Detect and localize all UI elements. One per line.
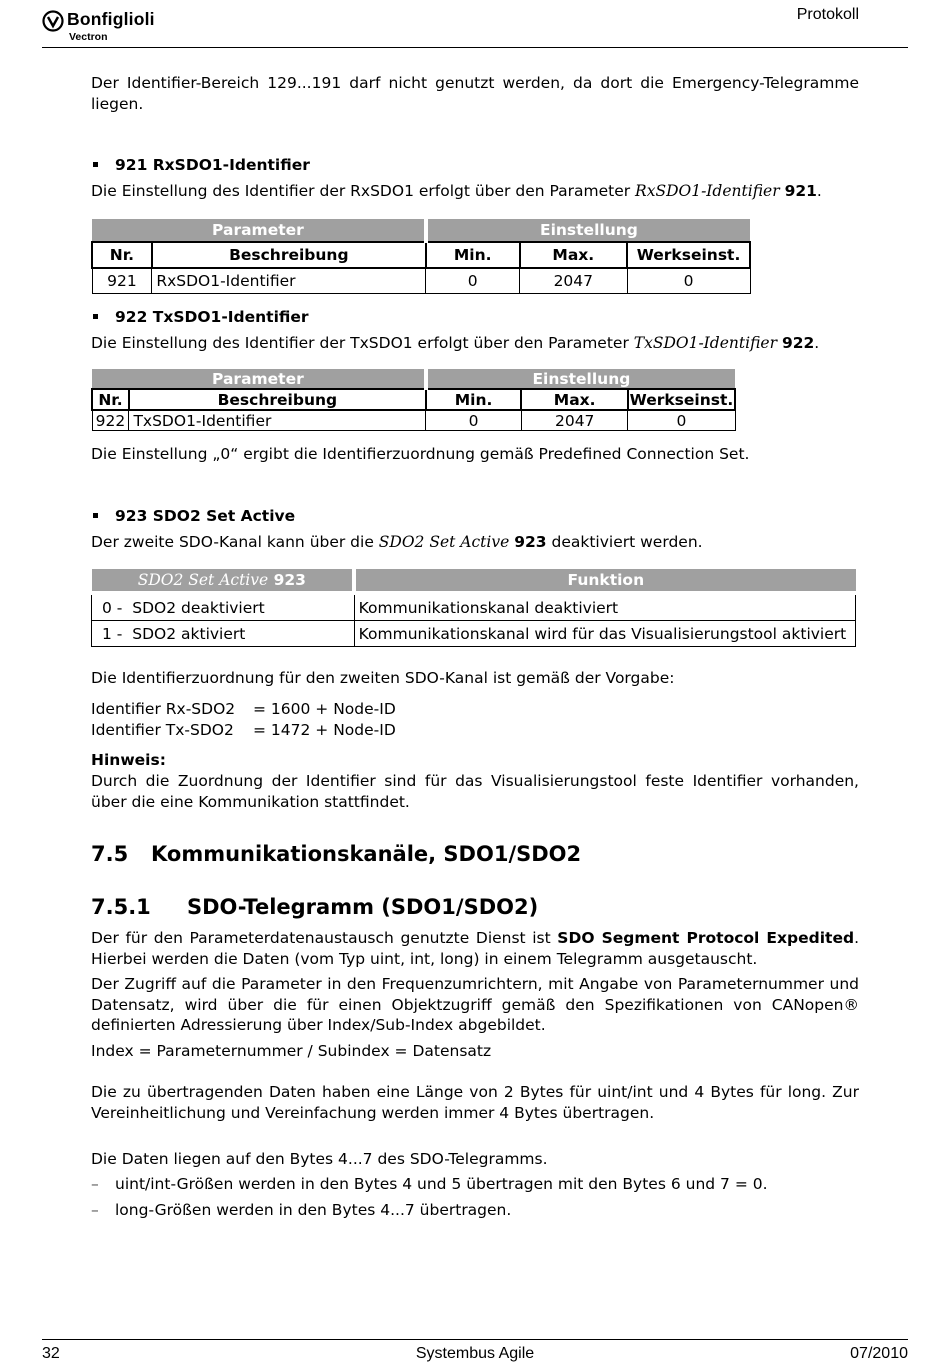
group-header-parameter: Parameter [92, 369, 426, 389]
param-923-text-end: deaktiviert werden. [546, 533, 703, 551]
param-921-name: RxSDO1-Identifier [635, 182, 780, 200]
section-number: 7.5 [91, 842, 129, 866]
punctuation: . [816, 182, 822, 200]
group-header-setting: Einstellung [426, 369, 735, 389]
col-max: Max. [521, 389, 628, 410]
section-number: 7.5.1 [91, 895, 151, 919]
cell-option [92, 621, 355, 647]
logo-sub: Vectron [69, 31, 108, 43]
option-code: 0 - [102, 598, 123, 617]
col-description: Beschreibung [152, 242, 426, 268]
table-row [92, 268, 750, 294]
section-title: SDO-Telegramm (SDO1/SDO2) [187, 895, 539, 919]
dash-icon: – [91, 1201, 99, 1219]
cell-default: 0 [628, 410, 735, 431]
cell-min: 0 [426, 410, 522, 431]
identifier-tx-label: Identifier Tx-SDO2 [91, 721, 234, 739]
body-paragraph-2: Der Zugriff auf die Parameter in den Frequenzumrichtern, mit Angabe von Parameternummer und Datensatz, wird über die für einen Objektzugriff gemäß den Spezifikationen von CANopen® definierten Adressierung über Index/Sub-Index abgebildet. [91, 975, 859, 1034]
param-922-description [91, 333, 819, 354]
table-row [92, 621, 856, 647]
cell-nr: 921 [92, 268, 152, 294]
footer-title: Systembus Agile [415, 1345, 535, 1362]
body-paragraph-5: Die Daten liegen auf den Bytes 4...7 des SDO-Telegramms. [91, 1150, 548, 1168]
param-922-number: 922 [781, 334, 815, 352]
body-paragraph-3: Index = Parameternummer / Subindex = Datensatz [91, 1042, 492, 1060]
param-923-text: Der zweite SDO-Kanal kann über die [91, 533, 379, 551]
col-description: Beschreibung [129, 389, 426, 410]
footer-page-number: 32 [42, 1345, 60, 1362]
cell-option [92, 593, 355, 621]
body-paragraph-1 [91, 928, 859, 969]
header-rule [42, 47, 908, 48]
group-header-parameter: Parameter [92, 219, 426, 242]
section-title: Kommunikationskanäle, SDO1/SDO2 [151, 842, 582, 866]
col-min: Min. [426, 389, 522, 410]
bonfiglioli-emblem-icon [42, 10, 64, 32]
bullet-icon [93, 314, 98, 319]
header-sdo2-set-active [92, 569, 355, 593]
header-function: Funktion [354, 569, 855, 593]
option-code: 1 - [102, 624, 123, 643]
cell-description: RxSDO1-Identifier [152, 268, 426, 294]
body-text: . Hierbei werden die Daten (vom Typ uint, int, long) in einem Telegramm ausgetauscht. [91, 929, 859, 968]
param-922-table [91, 369, 736, 431]
param-922-heading: 922 TxSDO1-Identifier [115, 308, 309, 326]
logo-name: Bonfiglioli [67, 9, 155, 29]
bullet-icon [93, 513, 98, 518]
param-922-text: Die Einstellung des Identifier der TxSDO1 erfolgt über den Parameter [91, 334, 634, 352]
cell-nr: 922 [92, 410, 129, 431]
cell-function: Kommunikationskanal deaktiviert [354, 593, 855, 621]
param-923-heading: 923 SDO2 Set Active [115, 507, 296, 525]
table-row [92, 593, 856, 621]
option-label: SDO2 aktiviert [132, 624, 246, 643]
cell-max: 2047 [520, 268, 628, 294]
col-default: Werkseinst. [627, 242, 750, 268]
param-922-name: TxSDO1-Identifier [633, 334, 777, 352]
header-param-name: SDO2 Set Active [137, 571, 269, 589]
param-921-heading: 921 RxSDO1-Identifier [115, 156, 310, 174]
section-7-5-heading [91, 841, 581, 867]
sdo2-function-table [91, 569, 856, 647]
footer-rule [42, 1339, 908, 1340]
col-min: Min. [426, 242, 520, 268]
col-nr: Nr. [92, 242, 152, 268]
option-label: SDO2 deaktiviert [132, 598, 265, 617]
protocol-name: SDO Segment Protocol Expedited [557, 929, 855, 947]
list-item: uint/int-Größen werden in den Bytes 4 und 5 übertragen mit den Bytes 6 und 7 = 0. [115, 1175, 768, 1193]
param-923-description [91, 532, 703, 553]
bullet-icon [93, 162, 98, 167]
cell-function: Kommunikationskanal wird für das Visualisierungstool aktiviert [354, 621, 855, 647]
cell-default: 0 [627, 268, 750, 294]
identifier-tx-value: = 1472 + Node-ID [253, 721, 396, 739]
cell-description: TxSDO1-Identifier [129, 410, 426, 431]
param-922-note: Die Einstellung „0“ ergibt die Identifierzuordnung gemäß Predefined Connection Set. [91, 445, 750, 463]
col-nr: Nr. [92, 389, 129, 410]
header-param-number: 923 [273, 571, 306, 589]
col-default: Werkseinst. [629, 390, 734, 409]
cell-max: 2047 [521, 410, 628, 431]
header-section-label: Protokoll [796, 6, 859, 23]
param-921-number: 921 [784, 182, 817, 200]
note-title: Hinweis: [91, 751, 166, 769]
param-921-description [91, 181, 822, 202]
intro-paragraph: Der Identifier-Bereich 129...191 darf nicht genutzt werden, da dort die Emergency-Telegramme liegen. [91, 74, 859, 113]
body-paragraph-4: Die zu übertragenden Daten haben eine Länge von 2 Bytes für uint/int und 4 Bytes für long. Zur Vereinheitlichung und Vereinfachung werden immer 4 Bytes übertragen. [91, 1083, 859, 1122]
dash-icon: – [91, 1175, 99, 1193]
identifier-intro: Die Identifierzuordnung für den zweiten SDO-Kanal ist gemäß der Vorgabe: [91, 669, 675, 687]
footer-date: 07/2010 [850, 1345, 908, 1362]
body-text: Der für den Parameterdatenaustausch genutzte Dienst ist [91, 929, 558, 947]
identifier-rx-label: Identifier Rx-SDO2 [91, 700, 236, 718]
param-921-text: Die Einstellung des Identifier der RxSDO1 erfolgt über den Parameter [91, 182, 636, 200]
identifier-rx-value: = 1600 + Node-ID [253, 700, 396, 718]
list-item: long-Größen werden in den Bytes 4...7 übertragen. [115, 1201, 512, 1219]
cell-min: 0 [426, 268, 520, 294]
param-923-number: 923 [514, 533, 547, 551]
param-921-table [91, 219, 751, 294]
punctuation: . [814, 334, 820, 352]
section-7-5-1-heading [91, 894, 538, 920]
param-923-name: SDO2 Set Active [378, 533, 510, 551]
group-header-setting: Einstellung [426, 219, 750, 242]
col-max: Max. [520, 242, 628, 268]
table-row [92, 410, 735, 431]
brand-logo [42, 9, 172, 45]
note-text: Durch die Zuordnung der Identifier sind für das Visualisierungstool feste Identifier vorhanden, über die eine Kommunikation stattfindet. [91, 772, 859, 811]
